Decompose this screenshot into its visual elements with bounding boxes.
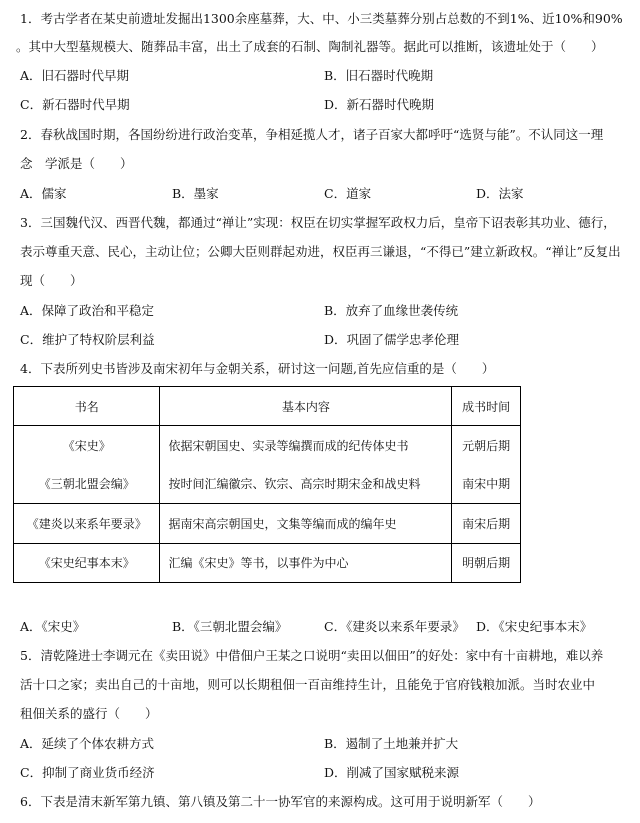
q3-option-a: A．保障了政治和平稳定	[20, 303, 155, 318]
table-header-cell: 书名	[14, 387, 160, 426]
q3-option-b: B．放弃了血缘世袭传统	[324, 303, 459, 318]
q5-option-d: D．削减了国家赋税来源	[324, 765, 460, 780]
table-cell: 按时间汇编徽宗、钦宗、高宗时期宋金和战史料	[160, 465, 452, 504]
q4-option-c: C．《建炎以来系年要录》	[324, 619, 465, 634]
q4-option-d: D．《宋史纪事本末》	[476, 619, 593, 634]
q5-stem-line1: 5．清乾隆进士李调元在《卖田说》中借佃户王某之口说明“卖田以佃田”的好处：家中有十亩耕地，难以养	[20, 648, 604, 663]
table-row	[14, 465, 521, 504]
q1-stem-line2: 。其中大型墓规模大、随葬品丰富，出土了成套的石制、陶制礼器等。据此可以推断，该遗址处于（ ）	[16, 39, 604, 54]
table-cell: 南宋中期	[452, 465, 521, 504]
q4-option-a: A．《宋史》	[20, 619, 86, 634]
q1-option-d: D．新石器时代晚期	[324, 97, 435, 112]
q3-stem-line1: 3．三国魏代汉、西晋代魏，都通过“禅让”实现：权臣在切实掌握军政权力后，皇帝下诏表彰其功业、德行，	[20, 215, 616, 230]
q2-option-a: A．儒家	[20, 186, 67, 201]
q1-stem-line1: 1．考古学者在某史前遗址发掘出1300余座墓葬，大、中、小三类墓葬分别占总数的不到1%、近10%和90%	[20, 11, 623, 26]
q1-option-b: B．旧石器时代晚期	[324, 68, 434, 83]
q3-stem-line2: 表示尊重天意、民心，主动让位；公卿大臣则群起劝进，权臣再三谦退，“不得已”建立新政权。“禅让”反复出	[20, 244, 621, 259]
q3-option-d: D．巩固了儒学忠孝伦理	[324, 332, 460, 347]
table-row	[14, 426, 521, 465]
q5-stem-line3: 租佃关系的盛行（ ）	[20, 706, 158, 721]
q5-option-a: A．延续了个体农耕方式	[20, 736, 155, 751]
q2-option-d: D．法家	[476, 186, 524, 201]
q2-stem-line2: 念 学派是（ ）	[20, 156, 133, 171]
q2-option-c: C．道家	[324, 186, 372, 201]
q2-stem-line1: 2．春秋战国时期，各国纷纷进行政治变革，争相延揽人才，诸子百家大都呼吁“选贤与能”。不认同这一理	[20, 127, 604, 142]
table-cell: 南宋后期	[452, 504, 521, 544]
q6-stem: 6．下表是清末新军第九镇、第八镇及第二十一协军官的来源构成。这可用于说明新军（ ）	[20, 794, 541, 809]
table-header-cell: 成书时间	[452, 387, 521, 426]
history-books-table	[13, 386, 521, 583]
q3-stem-line3: 现（ ）	[20, 273, 83, 288]
table-cell: 《建炎以来系年要录》	[14, 504, 160, 544]
q4-stem: 4．下表所列史书皆涉及南宋初年与金朝关系，研讨这一问题,首先应信重的是（ ）	[20, 361, 495, 376]
table-cell: 汇编《宋史》等书，以事件为中心	[160, 543, 452, 583]
table-cell: 依据宋朝国史、实录等编撰而成的纪传体史书	[160, 426, 452, 465]
table-row	[14, 543, 521, 583]
table-cell: 据南宋高宗朝国史，文集等编而成的编年史	[160, 504, 452, 544]
q5-stem-line2: 活十口之家；卖出自己的十亩地，则可以长期租佃一百亩维持生计，且能免于官府钱粮加派。当时农业中	[20, 677, 596, 692]
table-cell: 《宋史纪事本末》	[14, 543, 160, 583]
table-header-row	[14, 387, 521, 426]
table-row	[14, 504, 521, 544]
q1-option-c: C．新石器时代早期	[20, 97, 130, 112]
table-cell: 明朝后期	[452, 543, 521, 583]
q5-option-b: B．遏制了土地兼并扩大	[324, 736, 459, 751]
q4-option-b: B．《三朝北盟会编》	[172, 619, 288, 634]
q2-option-b: B．墨家	[172, 186, 219, 201]
table-cell: 《三朝北盟会编》	[14, 465, 160, 504]
q3-option-c: C．维护了特权阶层利益	[20, 332, 155, 347]
table-header-cell: 基本内容	[160, 387, 452, 426]
q5-option-c: C．抑制了商业货币经济	[20, 765, 155, 780]
q1-option-a: A．旧石器时代早期	[20, 68, 130, 83]
table-cell: 元朝后期	[452, 426, 521, 465]
table-cell: 《宋史》	[14, 426, 160, 465]
